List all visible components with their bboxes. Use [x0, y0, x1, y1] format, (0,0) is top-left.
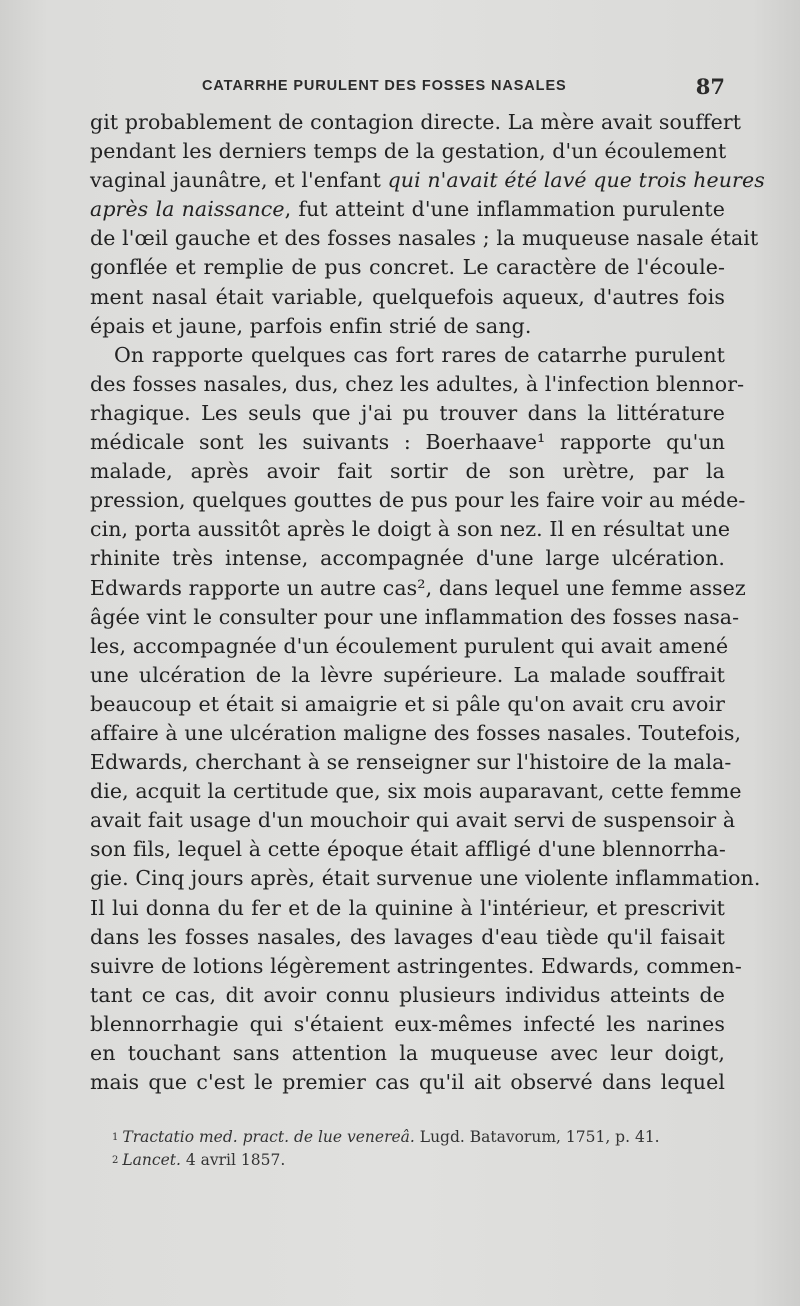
footnote-marker: 2 — [112, 1155, 119, 1166]
footnotes — [112, 1126, 732, 1172]
text-line: en touchant sans attention la muqueuse avec leur doigt, — [90, 1041, 725, 1065]
footnote — [112, 1149, 732, 1172]
text-line — [90, 195, 725, 224]
text-line: pendant les derniers temps de la gestation, d'un écoulement — [90, 139, 727, 164]
text-line: pression, quelques gouttes de pus pour les faire voir au méde- — [90, 488, 746, 513]
text-line: mais que c'est le premier cas qu'il ait observé dans lequel — [90, 1070, 725, 1095]
text-line: Edwards rapporte un autre cas², dans lequel une femme assez — [90, 575, 746, 600]
italic-run: après la naissance — [90, 197, 285, 222]
text-line: git probablement de contagion directe. La mère avait souffert — [90, 110, 742, 134]
page-number: 87 — [695, 74, 725, 99]
text-line: gie. Cinq jours après, était survenue une violente inflammation. — [90, 866, 761, 891]
text-line: suivre de lotions légèrement astringentes. Edwards, commen- — [90, 953, 742, 978]
footnote-text: 4 avril 1857. — [180, 1151, 286, 1169]
text-line: médicale sont les suivants : Boerhaave¹ rapporte qu'un — [90, 430, 725, 455]
text-run: , fut atteint d'une inflammation purulente — [284, 197, 725, 222]
text-line: gonflée et remplie de pus concret. Le caractère de l'écoule- — [90, 255, 725, 280]
text-line: malade, après avoir fait sortir de son urètre, par la — [90, 459, 725, 484]
text-line: die, acquit la certitude que, six mois auparavant, cette femme — [90, 779, 742, 804]
paragraph-end-line: épais et jaune, parfois enfin strié de sang. — [90, 313, 532, 338]
text-line: rhagique. Les seuls que j'ai pu trouver dans la littérature — [90, 400, 725, 425]
text-line: âgée vint le consulter pour une inflammation des fosses nasa- — [90, 604, 740, 629]
paragraph-start-line: On rapporte quelques cas fort rares de catarrhe purulent — [114, 342, 725, 367]
text-line: beaucoup et était si amaigrie et si pâle qu'on avait cru avoir — [90, 691, 725, 716]
footnote — [112, 1126, 732, 1149]
footnote-marker: 1 — [112, 1132, 119, 1143]
footnote-text: Lugd. Batavorum, 1751, p. 41. — [414, 1128, 660, 1146]
text-line: son fils, lequel à cette époque était affligé d'une blennorrha- — [90, 837, 726, 862]
text-line: rhinite très intense, accompagnée d'une large ulcération. — [90, 546, 725, 571]
running-head — [90, 74, 725, 102]
italic-run: qui n'avait été lavé que trois heures — [387, 168, 765, 193]
text-line: de l'œil gauche et des fosses nasales ; la muqueuse nasale était — [90, 226, 759, 251]
text-line: les, accompagnée d'un écoulement purulent qui avait amené — [90, 633, 729, 658]
text-run: vaginal jaunâtre, et l'enfant — [90, 168, 388, 193]
text-line: blennorrhagie qui s'étaient eux-mêmes infecté les narines — [90, 1011, 725, 1036]
text-line: Edwards, cherchant à se renseigner sur l'histoire de la mala- — [90, 750, 732, 775]
text-line: affaire à une ulcération maligne des fosses nasales. Toutefois, — [90, 720, 742, 745]
footnote-italic: Lancet. — [122, 1151, 181, 1169]
footnote-italic: Tractatio med. pract. de lue venereâ. — [122, 1128, 415, 1146]
text-line: des fosses nasales, dus, chez les adultes, à l'infection blennor- — [90, 371, 745, 396]
text-line: avait fait usage d'un mouchoir qui avait servi de suspensoir à — [90, 808, 736, 833]
body-text — [90, 108, 765, 1097]
text-line — [90, 166, 765, 195]
text-line: ment nasal était variable, quelquefois aqueux, d'autres fois — [90, 284, 725, 309]
text-line: dans les fosses nasales, des lavages d'eau tiède qu'il faisait — [90, 924, 725, 949]
text-line: Il lui donna du fer et de la quinine à l'intérieur, et prescrivit — [90, 895, 725, 920]
running-title: CATARRHE PURULENT DES FOSSES NASALES — [202, 78, 567, 94]
text-line: tant ce cas, dit avoir connu plusieurs individus atteints de — [90, 982, 725, 1007]
text-line: une ulcération de la lèvre supérieure. La malade souffrait — [90, 662, 725, 687]
text-line: cin, porta aussitôt après le doigt à son nez. Il en résultat une — [90, 517, 731, 542]
